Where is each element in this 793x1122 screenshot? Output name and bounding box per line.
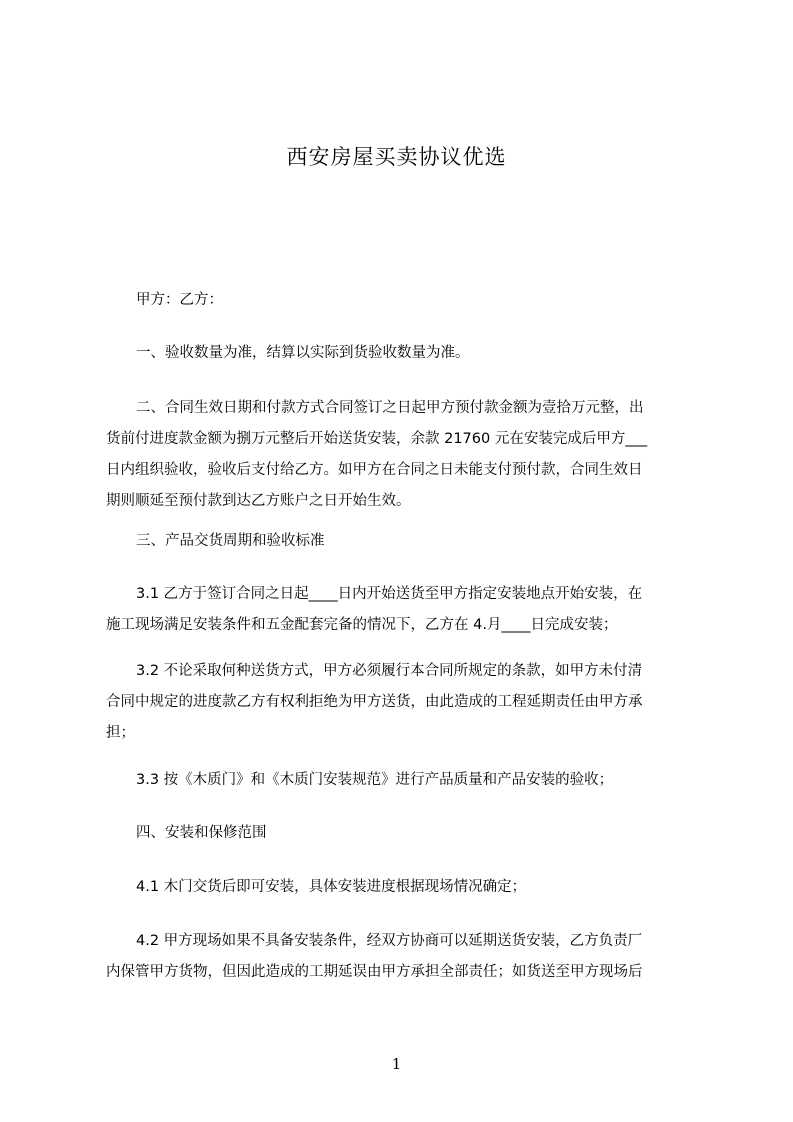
paragraph-line: 内保管甲方货物，但因此造成的工期延误由甲方承担全部责任；如货送至甲方现场后 [106, 964, 643, 980]
paragraph-line: 四、安装和保修范围 [136, 825, 267, 841]
paragraph-clause-3-2 [106, 656, 700, 749]
document-title: 西安房屋买卖协议优选 [286, 145, 507, 169]
paragraph-line: 日内组织验收，验收后支付给乙方。如甲方在合同之日未能支付预付款，合同生效日 [106, 462, 643, 478]
paragraph-line: 3.1 乙方于签订合同之日起____日内开始送货至甲方指定安装地点开始安装，在 [136, 586, 643, 602]
paragraph-line: 一、验收数量为准，结算以实际到货验收数量为准。 [136, 345, 470, 361]
paragraph-clause-4-1 [106, 872, 700, 903]
paragraph-line: 担； [106, 725, 135, 741]
paragraph-line: 二、合同生效日期和付款方式合同签订之日起甲方预付款金额为壹拾万元整，出 [136, 400, 644, 416]
paragraph-clause-4-2 [106, 926, 700, 988]
paragraph-line: 三、产品交货周期和验收标准 [136, 533, 325, 549]
paragraph-section-4-heading [106, 818, 700, 849]
paragraph-section-3-heading [106, 526, 700, 557]
paragraph-line: 合同中规定的进度款乙方有权利拒绝为甲方送货，由此造成的工程延期责任由甲方承 [106, 694, 643, 710]
paragraph-parties [106, 285, 700, 316]
paragraph-line: 4.2 甲方现场如果不具备安装条件，经双方协商可以延期送货安装，乙方负责厂 [136, 933, 643, 949]
paragraph-line: 甲方：乙方： [136, 292, 223, 308]
page-number: 1 [391, 1055, 402, 1073]
paragraph-line: 期则顺延至预付款到达乙方账户之日开始生效。 [106, 493, 411, 509]
paragraph-line: 3.3 按《木质门》和《木质门安装规范》进行产品质量和产品安装的验收； [136, 772, 614, 788]
paragraph-clause-3-3 [106, 765, 700, 796]
paragraph-line: 3.2 不论采取何种送货方式，甲方必须履行本合同所规定的条款，如甲方未付清 [136, 663, 643, 679]
paragraph-line: 施工现场满足安装条件和五金配套完备的情况下，乙方在 4.月____日完成安装； [106, 617, 618, 633]
paragraph-section-1 [106, 338, 700, 369]
paragraph-clause-3-1 [106, 579, 700, 641]
paragraph-line: 4.1 木门交货后即可安装，具体安装进度根据现场情况确定； [136, 879, 527, 895]
paragraph-line: 货前付进度款金额为捌万元整后开始送货安装，余款 21760 元在安装完成后甲方___ [106, 431, 648, 447]
paragraph-section-2 [106, 393, 700, 517]
